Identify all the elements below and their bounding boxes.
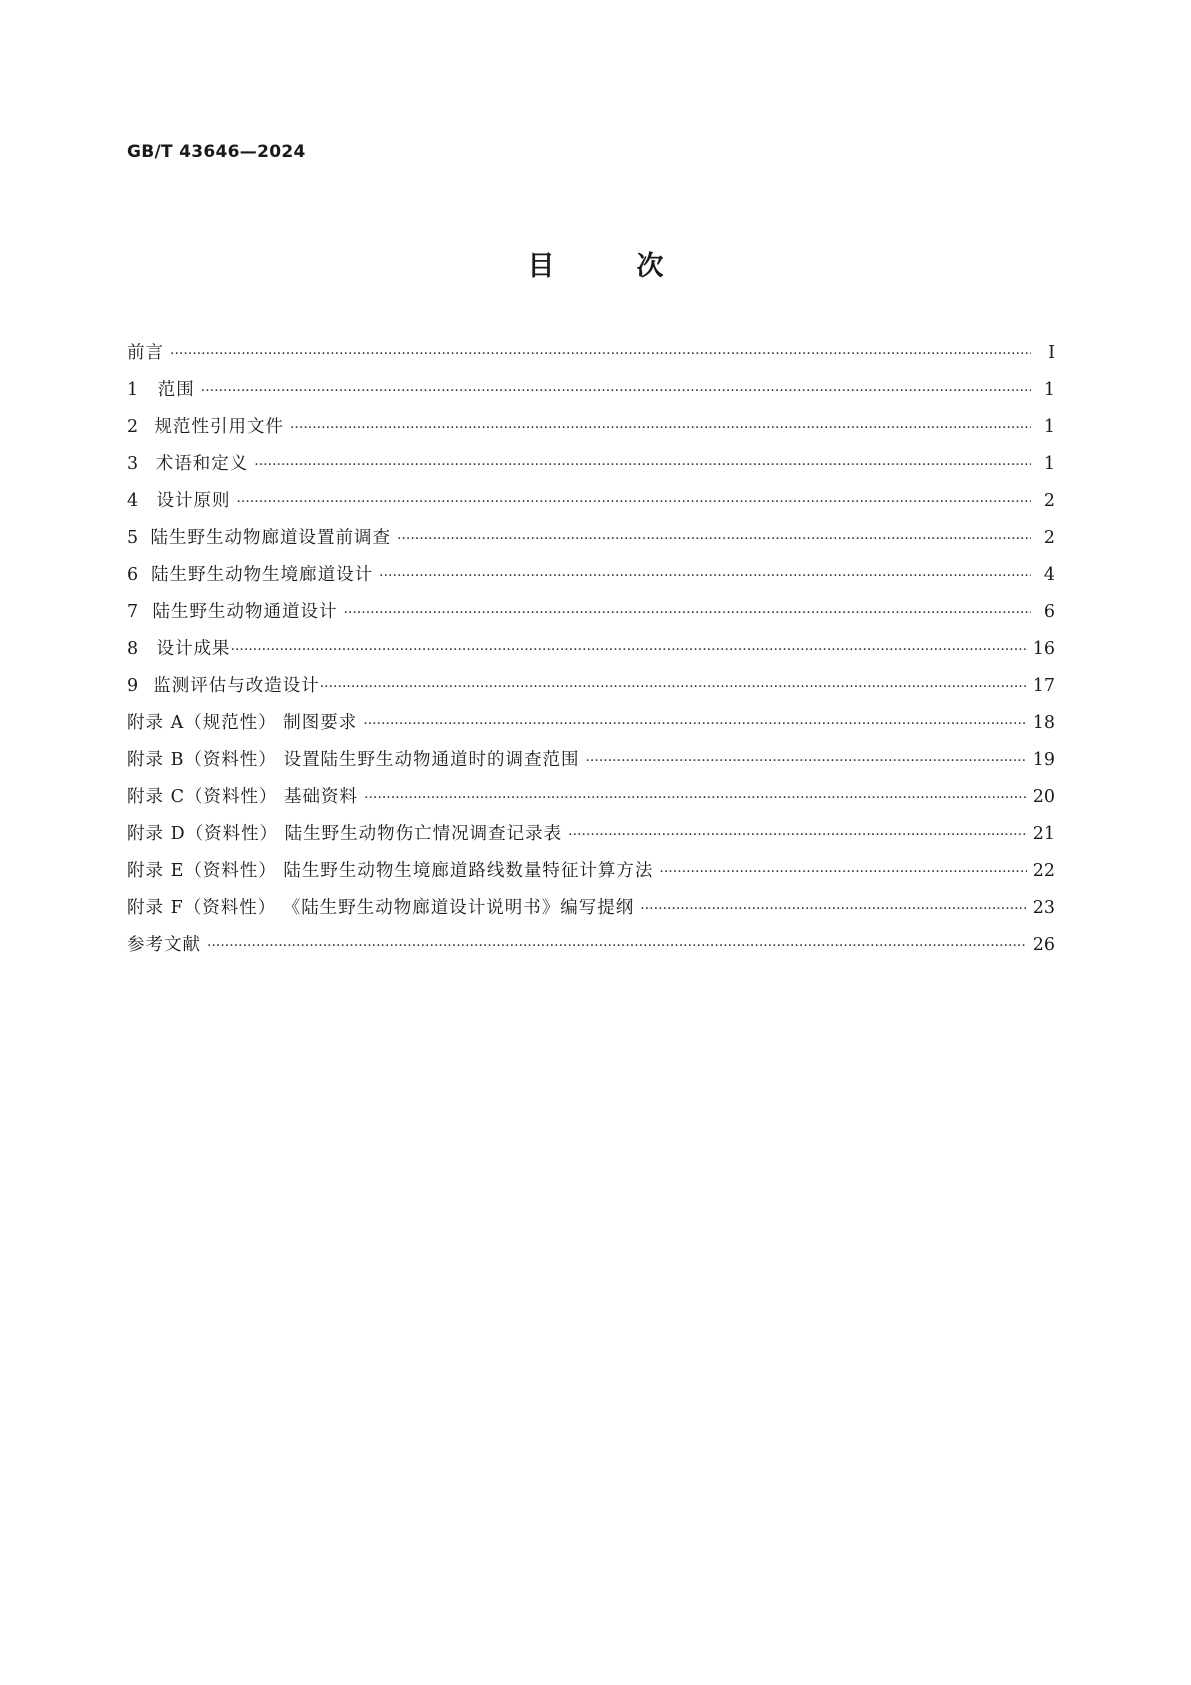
toc-entry-4[interactable]: [127, 487, 1055, 524]
toc-entry-page: 26: [1032, 935, 1055, 955]
toc-entry-appendix-f[interactable]: [127, 894, 1055, 931]
toc-leader-dots: [236, 494, 1031, 510]
toc-entry-3[interactable]: [127, 450, 1055, 487]
toc-entry-page: 2: [1043, 528, 1055, 548]
toc-leader-dots: [585, 753, 1026, 769]
toc-entry-page: 23: [1032, 898, 1055, 918]
toc-entry-page: 2: [1043, 491, 1055, 511]
toc-entry-page: 16: [1032, 639, 1055, 659]
toc-entry-page: 19: [1032, 750, 1055, 770]
toc-leader-dots: [201, 383, 1031, 399]
toc-entry-references[interactable]: [127, 931, 1055, 968]
toc-entry-appendix-d[interactable]: [127, 820, 1055, 857]
toc-entry-8[interactable]: [127, 635, 1055, 672]
toc-entry-label: 术语和定义: [155, 454, 249, 474]
toc-leader-dots: [568, 827, 1027, 843]
toc-entry-label: 监测评估与改造设计: [153, 676, 320, 696]
toc-leader-dots: [207, 938, 1027, 954]
toc-leader-dots: [343, 605, 1031, 621]
toc-leader-dots: [290, 420, 1031, 436]
toc-entry-label: 陆生野生动物生境廊道设计: [151, 565, 374, 585]
toc-entry-number: 5: [127, 528, 140, 548]
toc-entry-page: 17: [1032, 676, 1055, 696]
toc-entry-appendix-e[interactable]: [127, 857, 1055, 894]
toc-entry-number: 7: [127, 602, 140, 622]
toc-leader-dots: [254, 457, 1031, 473]
toc-entry-2[interactable]: [127, 413, 1055, 450]
toc-entry-label: 附录 A（规范性） 制图要求: [127, 713, 358, 733]
toc-entry-label: 附录 C（资料性） 基础资料: [127, 787, 359, 807]
toc-entry-page: Ⅰ: [1048, 343, 1055, 363]
toc-entry-number: 9: [127, 676, 140, 696]
toc-list: [127, 339, 1055, 968]
toc-entry-label: 参考文献: [127, 935, 201, 955]
toc-entry-appendix-b[interactable]: [127, 746, 1055, 783]
toc-entry-label: 陆生野生动物通道设计: [152, 602, 338, 622]
toc-entry-page: 1: [1043, 454, 1055, 474]
toc-entry-page: 1: [1043, 380, 1055, 400]
toc-entry-7[interactable]: [127, 598, 1055, 635]
toc-entry-label: 规范性引用文件: [154, 417, 284, 437]
toc-entry-6[interactable]: [127, 561, 1055, 598]
toc-entry-number: 2: [127, 417, 140, 437]
toc-entry-label: 范围: [157, 380, 195, 400]
toc-leader-dots: [379, 568, 1031, 584]
toc-leader-dots: [320, 679, 1027, 695]
document-code: GB/T 43646—2024: [127, 142, 306, 162]
toc-entry-number: 8: [127, 639, 140, 659]
toc-leader-dots: [363, 716, 1026, 732]
toc-leader-dots: [640, 901, 1026, 917]
toc-entry-page: 20: [1032, 787, 1055, 807]
toc-entry-label: 前言: [127, 343, 164, 363]
toc-entry-page: 1: [1043, 417, 1055, 437]
title-char-1: 目: [527, 251, 555, 282]
title-char-2: 次: [636, 251, 664, 282]
toc-entry-page: 18: [1032, 713, 1055, 733]
toc-entry-number: 6: [127, 565, 140, 585]
toc-entry-label: 附录 E（资料性） 陆生野生动物生境廊道路线数量特征计算方法: [127, 861, 654, 881]
toc-entry-label: 附录 F（资料性） 《陆生野生动物廊道设计说明书》编写提纲: [127, 898, 635, 918]
toc-leader-dots: [170, 346, 1031, 362]
toc-leader-dots: [231, 642, 1027, 658]
toc-entry-1[interactable]: [127, 376, 1055, 413]
toc-entry-label: 附录 D（资料性） 陆生野生动物伤亡情况调查记录表: [127, 824, 563, 844]
toc-leader-dots: [397, 531, 1031, 547]
toc-entry-label: 陆生野生动物廊道设置前调查: [150, 528, 391, 548]
toc-entry-page: 21: [1032, 824, 1055, 844]
toc-entry-foreword[interactable]: [127, 339, 1055, 376]
toc-entry-appendix-a[interactable]: [127, 709, 1055, 746]
toc-leader-dots: [364, 790, 1027, 806]
toc-entry-number: 1: [127, 380, 140, 400]
toc-entry-number: 3: [127, 454, 140, 474]
toc-entry-label: 附录 B（资料性） 设置陆生野生动物通道时的调查范围: [127, 750, 580, 770]
toc-entry-appendix-c[interactable]: [127, 783, 1055, 820]
page-title: [0, 244, 1191, 283]
toc-entry-5[interactable]: [127, 524, 1055, 561]
toc-entry-page: 22: [1032, 861, 1055, 881]
toc-entry-label: 设计原则: [156, 491, 231, 511]
toc-entry-label: 设计成果: [156, 639, 231, 659]
toc-entry-number: 4: [127, 491, 140, 511]
toc-entry-page: 4: [1043, 565, 1055, 585]
toc-entry-page: 6: [1043, 602, 1055, 622]
toc-entry-9[interactable]: [127, 672, 1055, 709]
toc-leader-dots: [659, 864, 1026, 880]
